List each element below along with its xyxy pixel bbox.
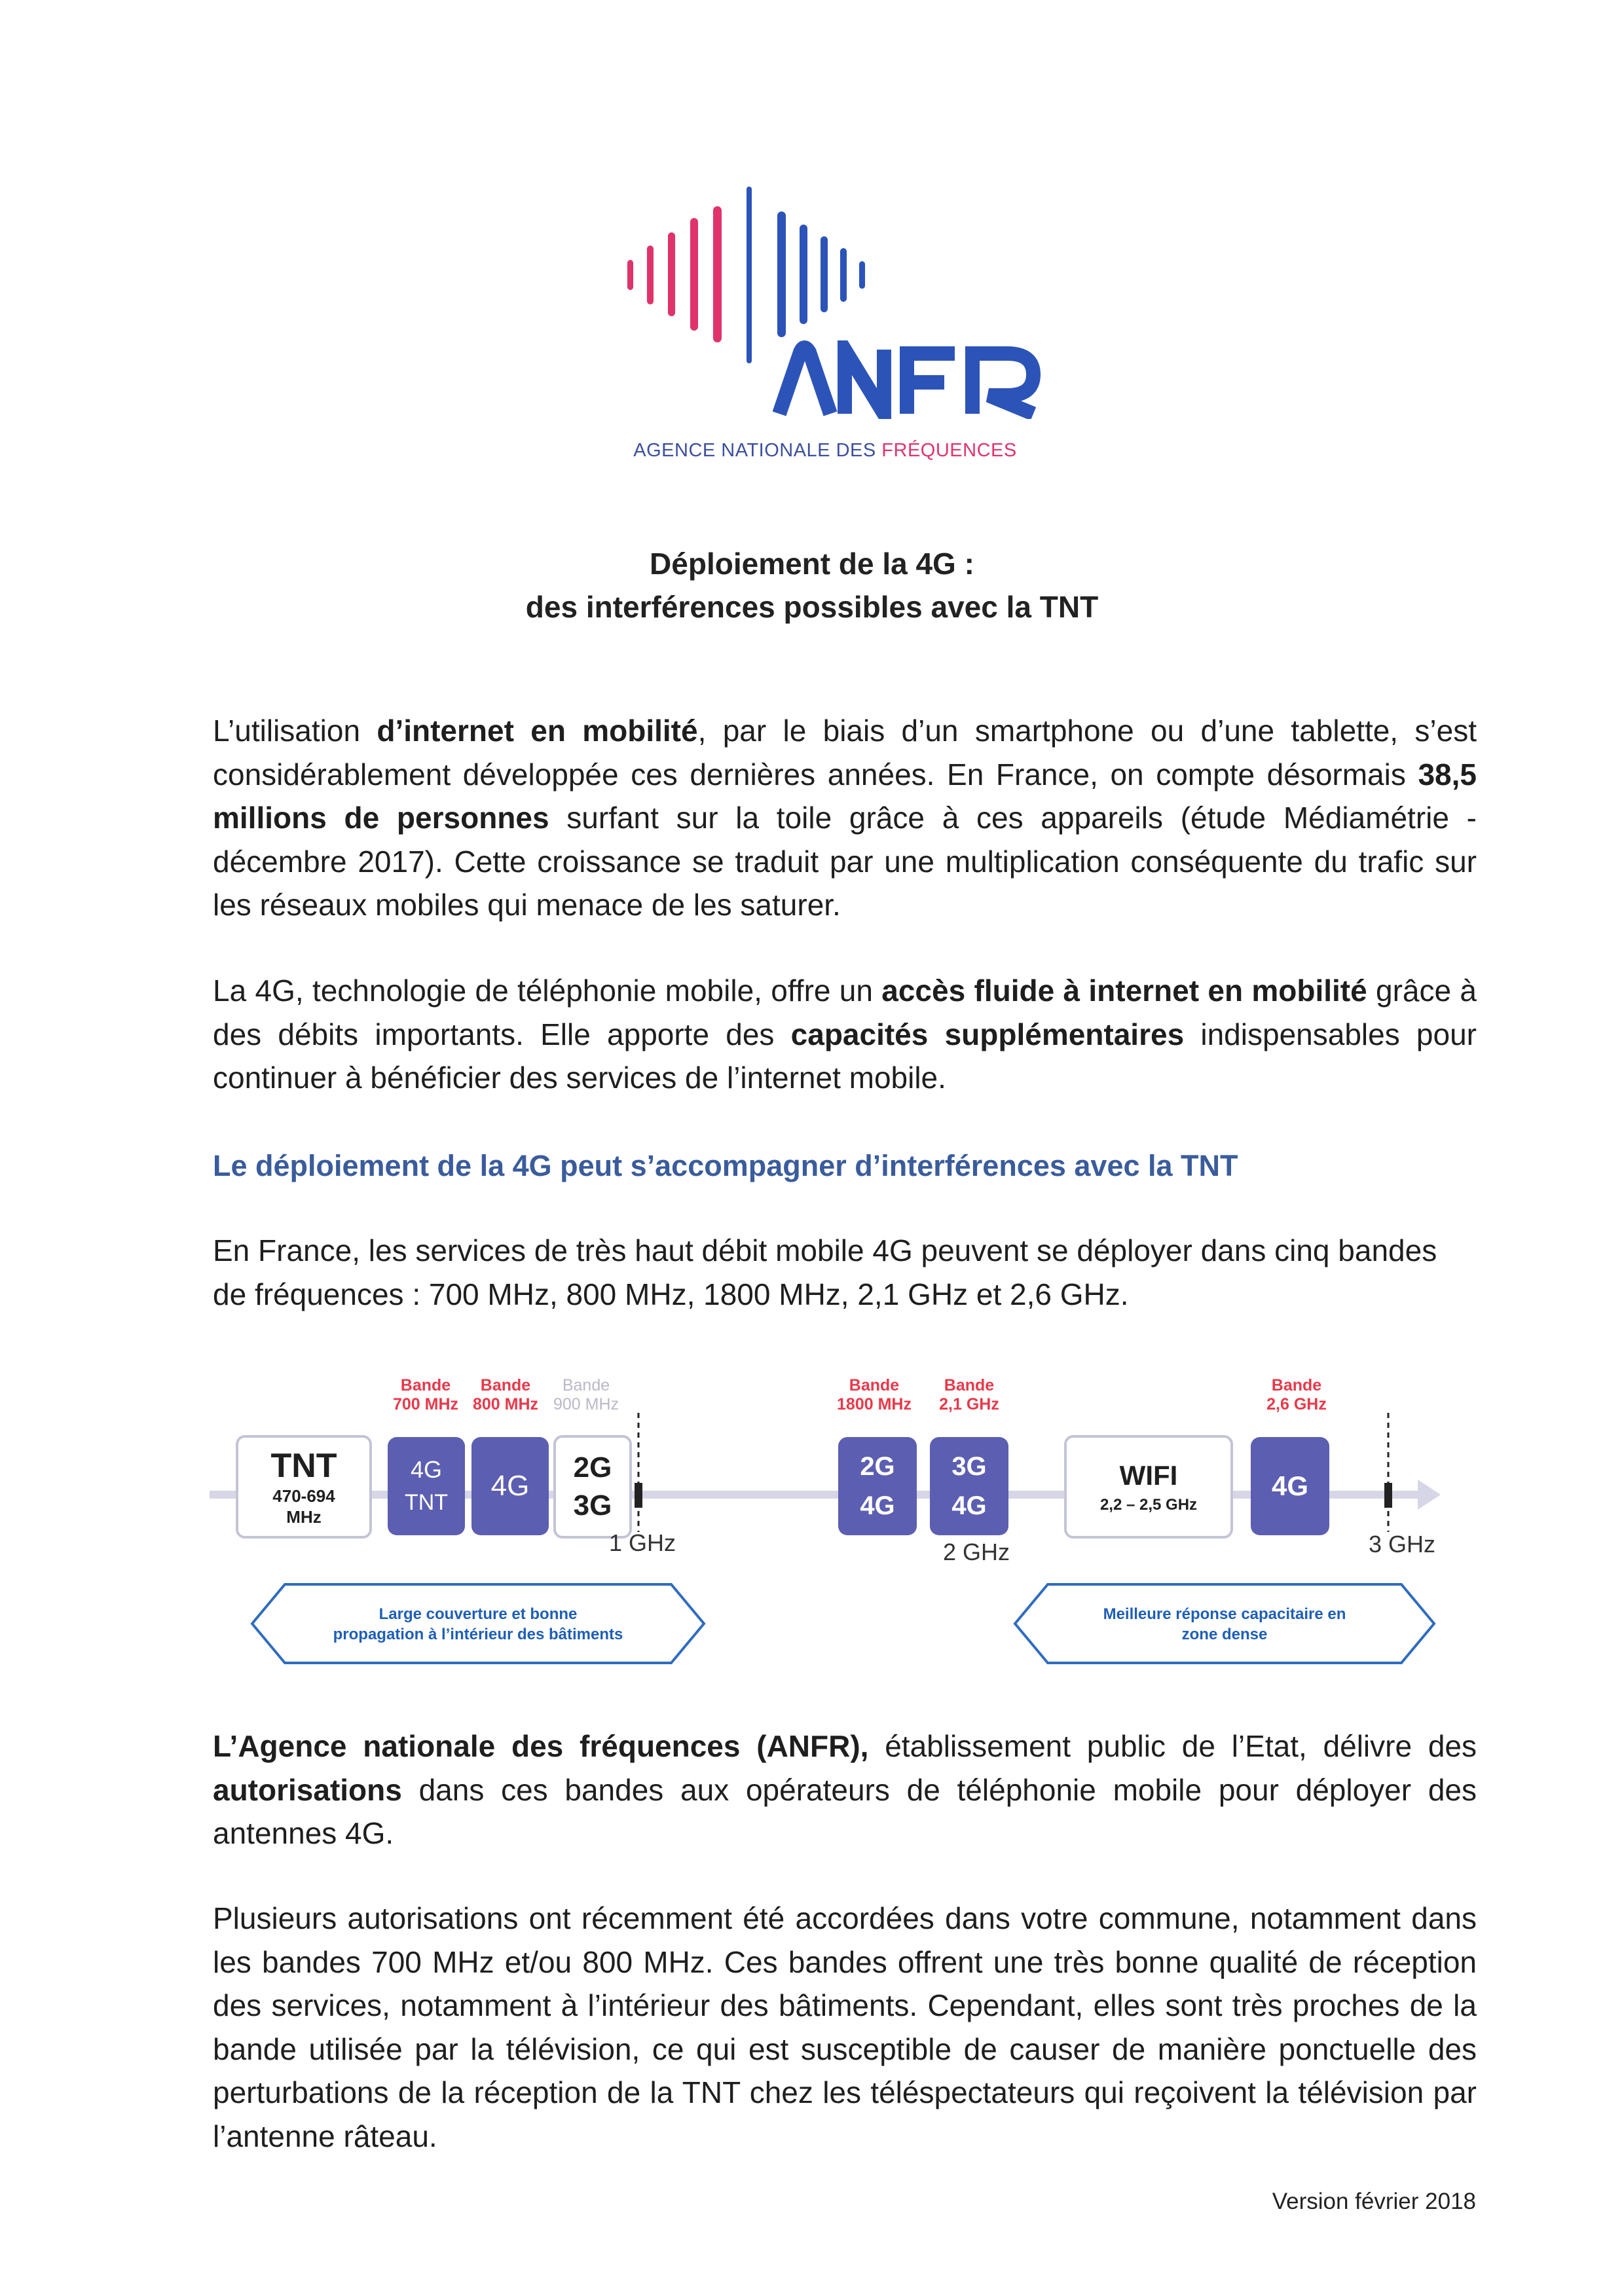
paragraph-frequency-bands: En France, les services de très haut débit mobile 4G peuvent se déployer dans cinq bandes de fréquences : 700 MHz, 800 MHz, 1800 MHz, 2,1 GHz et 2,6 GHz. [213, 1233, 1437, 1311]
freq-mark-2ghz: 2 GHz [943, 1539, 1010, 1565]
paragraph-authorisations: Plusieurs autorisations ont récemment été accordées dans votre commune, notamment dans les bandes 700 MHz et/ou 800 MHz. Ces bandes offrent une très bonne qualité de réception des services, notamment à l’intérieur des bâtiments. Cependant, elles sont très proches de la bande utilisée par la télévision, ce qui est susceptible de causer de manière ponctuelle des perturbations de la réception de la TNT chez les téléspectateurs qui reçoivent la télévision par l’antenne râteau. [213, 1901, 1477, 2153]
box-wifi: WIFI 2,2 – 2,5 GHz [1064, 1435, 1233, 1539]
band-label-2-6ghz: Bande 2,6 GHz [1266, 1376, 1327, 1413]
paragraph-4g-technology: La 4G, technologie de téléphonie mobile, offre un accès fluide à internet en mobilité grâce à des débits importants. Elle apporte des capacités supplémentaires indispensables pour continuer à bénéficier des services de l’internet mobile. [213, 974, 1477, 1095]
oval-left-text: Large couverture et bonne propagation à l’intérieur des bâtiments [333, 1605, 623, 1643]
section-heading: Le déploiement de la 4G peut s’accompagner d’interférences avec la TNT [213, 1149, 1238, 1182]
version-footer: Version février 2018 [1272, 2189, 1476, 2214]
anfr-logo-tagline: AGENCE NATIONALE DES FRÉQUENCES [633, 440, 1017, 461]
paragraph-anfr-role: L’Agence nationale des fréquences (ANFR), établissement public de l’Etat, délivre des autorisations dans ces bandes aux opérateurs de téléphonie mobile pour déployer des antennes 4G. [213, 1729, 1477, 1850]
anfr-logo-waveform [616, 187, 904, 363]
title-line-1: Déploiement de la 4G : [650, 547, 974, 581]
box-2-6ghz: 4G [1251, 1437, 1329, 1535]
box-700mhz: 4G TNT [388, 1437, 465, 1535]
box-800mhz: 4G [471, 1437, 549, 1535]
oval-right-text: Meilleure réponse capacitaire en zone dense [1103, 1605, 1346, 1643]
freq-mark-3ghz: 3 GHz [1369, 1531, 1436, 1558]
freq-mark-1ghz: 1 GHz [609, 1529, 676, 1556]
box-900mhz: 2G 3G [553, 1435, 632, 1539]
box-2-1ghz: 3G 4G [930, 1437, 1008, 1535]
box-1800mhz: 2G 4G [838, 1437, 917, 1535]
frequency-band-diagram [210, 1375, 1480, 1669]
band-label-1800: Bande 1800 MHz [837, 1376, 912, 1413]
document-title [157, 542, 1467, 629]
band-label-800: Bande 800 MHz [472, 1376, 539, 1413]
title-line-2: des interférences possibles avec la TNT [525, 590, 1099, 624]
band-label-2-1ghz: Bande 2,1 GHz [939, 1376, 999, 1413]
band-label-900: Bande 900 MHz [553, 1376, 619, 1413]
box-tnt: TNT 470-694 MHz [236, 1435, 372, 1539]
anfr-logo-wordmark [773, 340, 1048, 419]
paragraph-mobile-internet: L’utilisation d’internet en mobilité, par le biais d’un smartphone ou d’une tablette, s’est considérablement développée ces dernières années. En France, on compte désormais 38,5 millions de personnes surfant sur la toile grâce à ces appareils (étude Médiamétrie - décembre 2017). Cette croissance se traduit par une multiplication conséquente du trafic sur les réseaux mobiles qui menace de les saturer. [213, 714, 1477, 922]
band-label-700: Bande 700 MHz [392, 1376, 459, 1413]
